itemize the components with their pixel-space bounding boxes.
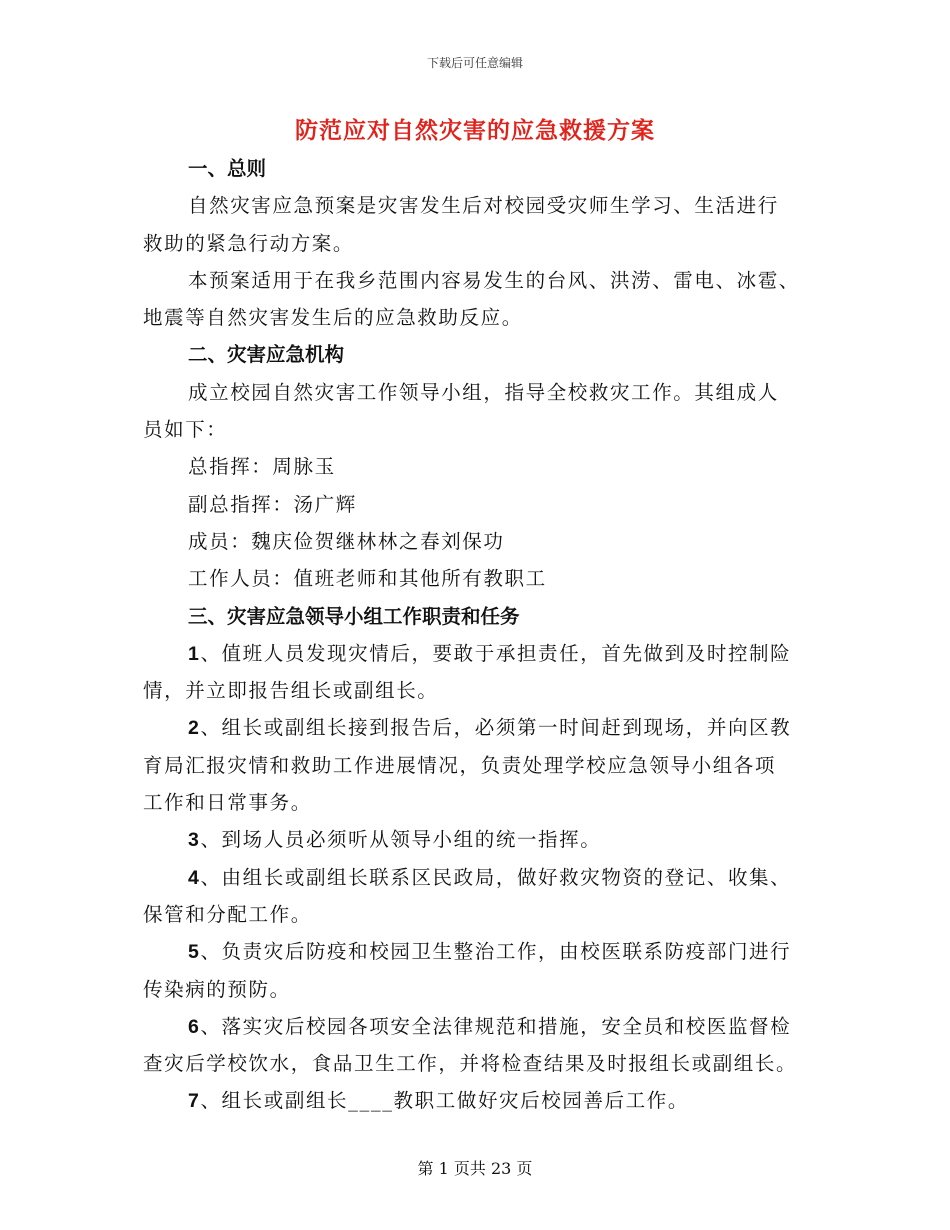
paragraph-line: 地震等自然灾害发生后的应急救助反应。 [143, 306, 523, 330]
member-line-deputy: 副总指挥：汤广辉 [188, 492, 357, 516]
list-item-text: 、组长或副组长接到报告后，必须第一时间赶到现场，并向区教 [200, 716, 792, 740]
list-item-line: 情，并立即报告组长或副组长。 [143, 679, 439, 703]
list-item-line [143, 933, 807, 970]
list-item-line [143, 1008, 807, 1045]
list-item-text: 、到场人员必须听从领导小组的统一指挥。 [200, 828, 602, 852]
member-line-commander: 总指挥：周脉玉 [188, 455, 336, 479]
paragraph-line: 救助的紧急行动方案。 [143, 231, 355, 255]
list-item-line [143, 859, 807, 896]
list-item-line [143, 709, 807, 746]
list-item-line: 查灾后学校饮水，食品卫生工作，并将检查结果及时报组长或副组长。 [143, 1052, 798, 1076]
list-item-number: 5 [188, 941, 201, 964]
list-item-text: 、由组长或副组长联系区民政局，做好救灾物资的登记、收集、 [200, 865, 792, 889]
section-heading-duties: 三、灾害应急领导小组工作职责和任务 [188, 604, 520, 628]
section-heading-organization: 二、灾害应急机构 [188, 343, 345, 367]
list-item-number: 7 [188, 1090, 201, 1113]
document-title: 防范应对自然灾害的应急救援方案 [295, 117, 655, 144]
list-item-number: 2 [188, 717, 201, 740]
list-item-text: 、落实灾后校园各项安全法律规范和措施，安全员和校医监督检 [200, 1014, 792, 1038]
list-item-text: 、值班人员发现灾情后，要敢于承担责任，首先做到及时控制险 [200, 641, 792, 665]
list-item-line [143, 1082, 807, 1119]
paragraph-line: 成立校园自然灾害工作领导小组，指导全校救灾工作。其组成人 [188, 380, 779, 404]
paragraph-line: 自然灾害应急预案是灾害发生后对校园受灾师生学习、生活进行 [188, 194, 779, 218]
list-item-line: 保管和分配工作。 [143, 902, 312, 926]
document-body [143, 150, 807, 1120]
member-line-staff: 工作人员：值班老师和其他所有教职工 [188, 567, 547, 591]
member-line-members: 成员：魏庆俭贺继林林之春刘保功 [188, 529, 505, 553]
list-item-line: 育局汇报灾情和救助工作进展情况，负责处理学校应急领导小组各项 [143, 753, 777, 777]
paragraph-line: 员如下： [143, 418, 228, 442]
list-item-number: 3 [188, 829, 201, 852]
list-item-number: 1 [188, 642, 201, 665]
list-item-number: 4 [188, 866, 201, 889]
list-item-line [143, 635, 807, 672]
paragraph-line: 本预案适用于在我乡范围内容易发生的台风、洪涝、雷电、冰雹、 [188, 268, 800, 292]
list-item-line [143, 821, 807, 858]
list-item-text: 、组长或副组长____教职工做好灾后校园善后工作。 [200, 1089, 689, 1113]
list-item-line: 工作和日常事务。 [143, 791, 312, 815]
list-item-text: 、负责灾后防疫和校园卫生整治工作，由校医联系防疫部门进行 [200, 940, 792, 964]
list-item-number: 6 [188, 1015, 201, 1038]
list-item-line: 传染病的预防。 [143, 977, 291, 1001]
page-number-footer: 第 1 页共 23 页 [417, 1159, 533, 1178]
header-note: 下载后可任意编辑 [426, 56, 523, 70]
section-heading-general: 一、总则 [188, 157, 267, 180]
